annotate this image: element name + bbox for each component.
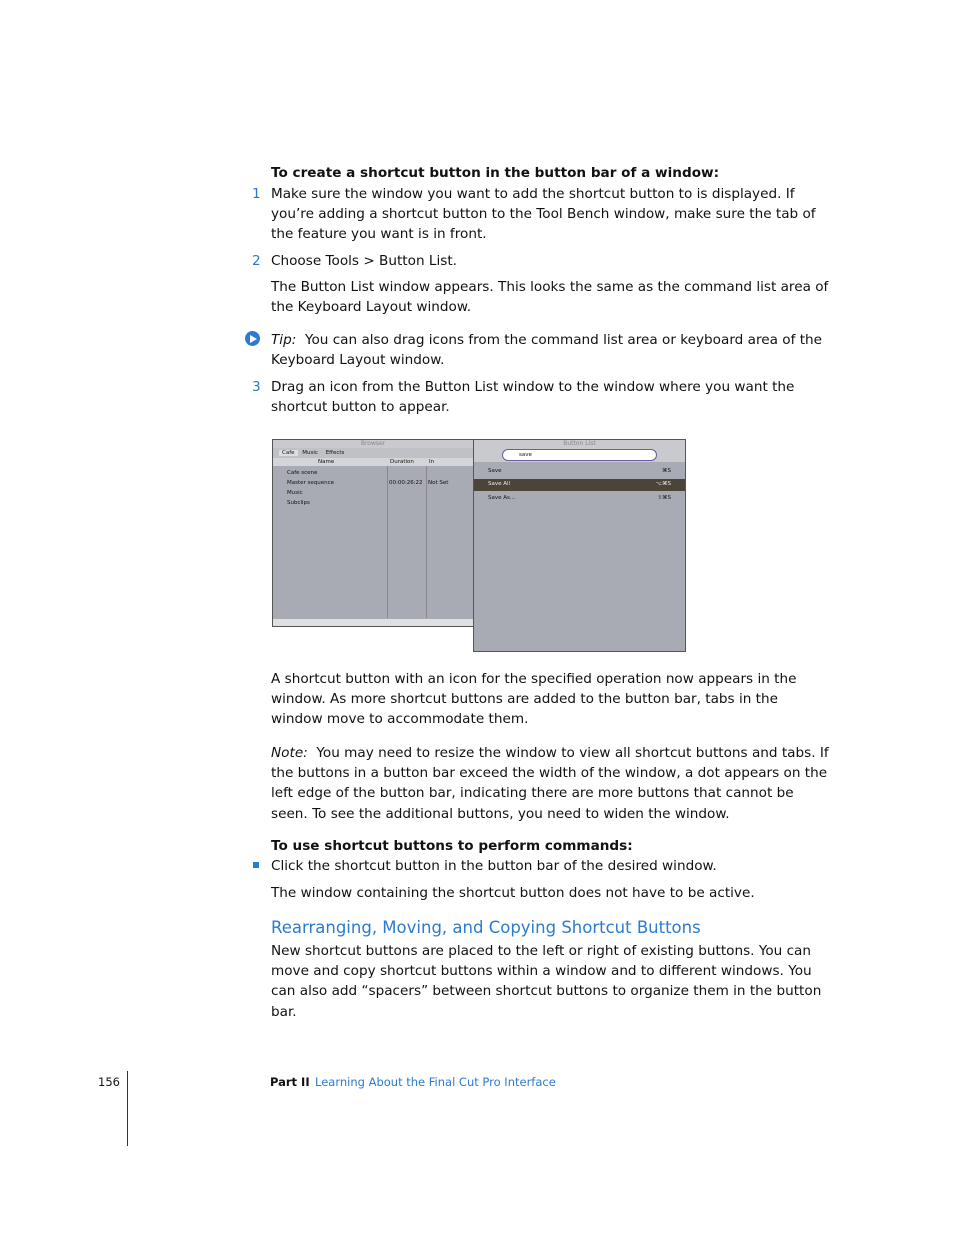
button-list-item[interactable] <box>474 493 685 503</box>
browser-tabs <box>273 448 473 458</box>
tip-arrow-icon <box>245 331 260 346</box>
col-in[interactable]: In <box>429 459 435 465</box>
item-name: Save As... <box>488 495 516 501</box>
step-result: The Button List window appears. This looks the same as the command list area of the Keyboard Layout window. <box>271 279 829 316</box>
tab-effects[interactable]: Effects <box>325 450 345 456</box>
page-number: 156 <box>98 1075 120 1089</box>
bullet-note: The window containing the shortcut button does not have to be active. <box>271 885 755 901</box>
paragraph: A shortcut button with an icon for the specified operation now appears in the window. As more shortcut buttons are added to the button bar, tabs in the window move to accommodate them. <box>271 671 797 728</box>
step-number: 3 <box>252 379 261 395</box>
step-text: Choose Tools > Button List. <box>271 253 457 269</box>
step-number: 1 <box>252 186 261 202</box>
col-name[interactable]: Name <box>318 459 335 465</box>
search-input[interactable]: save <box>502 449 657 461</box>
step-text: Make sure the window you want to add the shortcut button to is displayed. If you’re adding a shortcut button to the Tool Bench window, make sure the tab of the feature you want is in front. <box>271 186 816 243</box>
browser-row[interactable] <box>273 478 473 488</box>
tab-cafe[interactable]: Cafe <box>279 450 298 456</box>
procedure-heading: To use shortcut buttons to perform commands: <box>271 838 633 854</box>
tip-label: Tip: <box>271 332 297 348</box>
footer-divider <box>127 1071 128 1146</box>
row-name: Cafe scene <box>287 470 318 476</box>
item-shortcut: ⇧⌘S <box>657 495 671 501</box>
procedure-heading: To create a shortcut button in the button bar of a window: <box>271 165 720 181</box>
browser-title: Browser <box>273 440 473 448</box>
button-list-item-selected[interactable] <box>474 479 685 491</box>
footer-chapter-link[interactable]: Learning About the Final Cut Pro Interface <box>315 1075 556 1089</box>
bullet-text: Click the shortcut button in the button bar of the desired window. <box>271 858 717 874</box>
browser-row[interactable] <box>273 498 473 508</box>
footer-part: Part II <box>270 1075 310 1089</box>
browser-row[interactable] <box>273 468 473 478</box>
browser-row[interactable] <box>273 488 473 498</box>
item-shortcut: ⌘S <box>662 468 671 474</box>
note <box>271 743 831 824</box>
note-text: You may need to resize the window to view all shortcut buttons and tabs. If the buttons in a button bar exceed the width of the window, a dot appears on the left edge of the button bar, indicating there are more buttons that cannot be seen. To see the additional buttons, you need to widen the window. <box>271 745 829 822</box>
step-number: 2 <box>252 253 261 269</box>
section-title: Rearranging, Moving, and Copying Shortcut Buttons <box>271 918 701 937</box>
scrollbar[interactable] <box>273 619 473 626</box>
row-in: Not Set <box>428 480 449 486</box>
row-name: Master sequence <box>287 480 335 486</box>
col-duration[interactable]: Duration <box>390 459 414 465</box>
item-name: Save All <box>488 481 511 487</box>
browser-window <box>272 439 474 627</box>
tip <box>271 330 831 370</box>
row-name: Music <box>287 490 303 496</box>
tab-music[interactable]: Music <box>302 450 318 456</box>
item-name: Save <box>488 468 502 474</box>
browser-header <box>273 458 473 466</box>
button-list-window <box>473 439 686 652</box>
button-list-item[interactable] <box>474 466 685 476</box>
row-duration: 00:00:26:22 <box>389 480 423 486</box>
note-label: Note: <box>271 745 308 761</box>
item-shortcut: ⌥⌘S <box>655 481 671 487</box>
step-text: Drag an icon from the Button List window to the window where you want the shortcut button to appear. <box>271 379 795 416</box>
section-text: New shortcut buttons are placed to the left or right of existing buttons. You can move and copy shortcut buttons within a window and to different windows. You can also add “spacers” between shortcut buttons to organize them in the button bar. <box>271 943 822 1020</box>
button-list-title: Button List <box>474 440 685 448</box>
bullet-icon <box>253 862 259 868</box>
tip-text: You can also drag icons from the command list area or keyboard area of the Keyboard Layout window. <box>271 332 822 369</box>
row-name: Subclips <box>287 500 310 506</box>
